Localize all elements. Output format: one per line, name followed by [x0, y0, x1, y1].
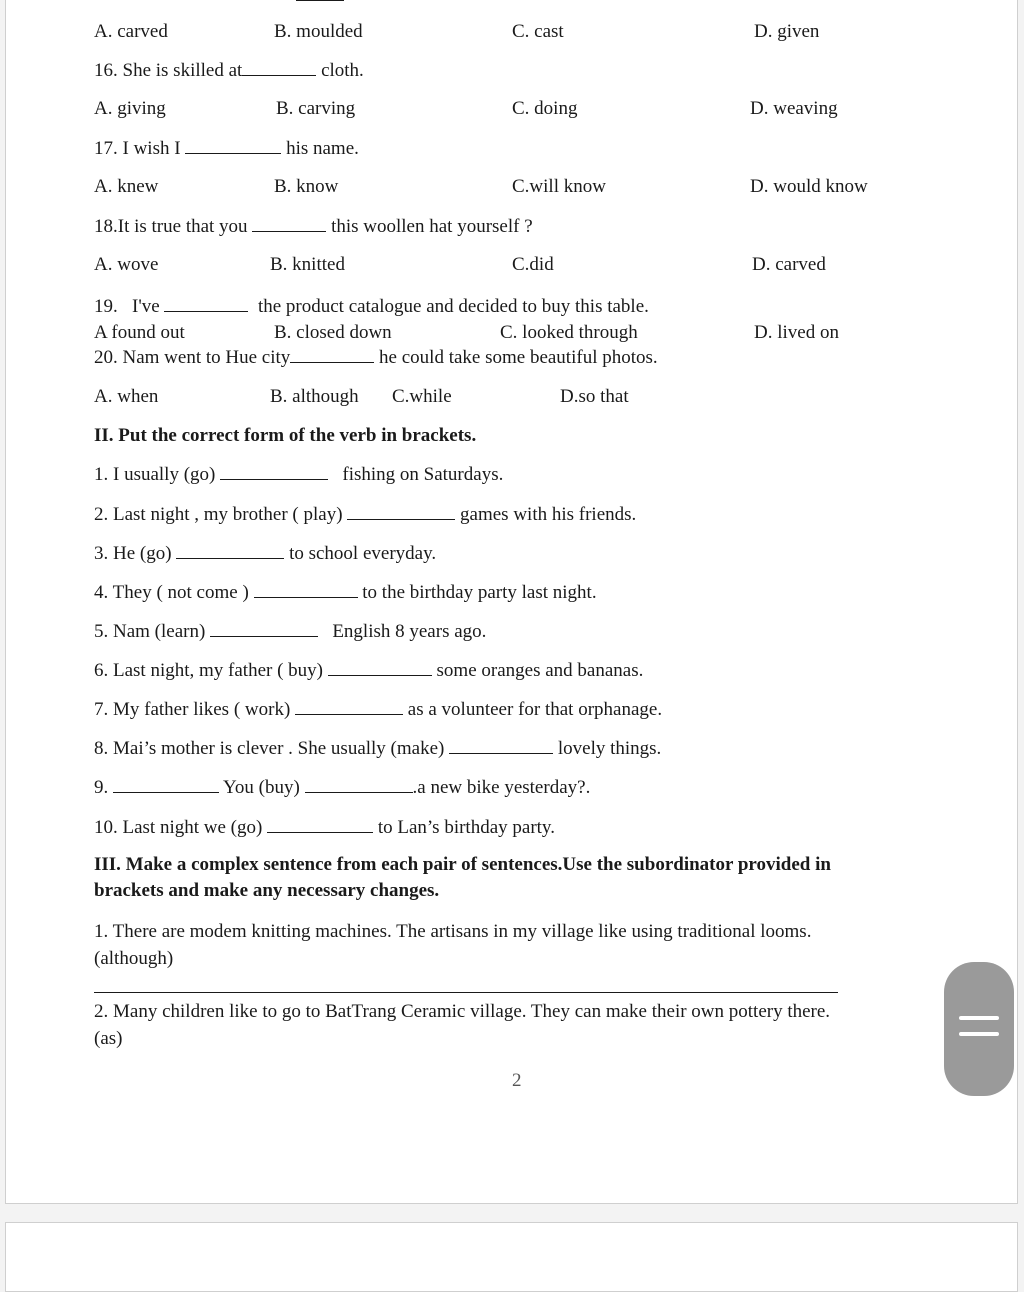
answer-blank — [242, 58, 316, 76]
item-text: 7. My father likes ( work) — [94, 699, 291, 720]
item-text: 5. Nam (learn) — [94, 621, 206, 642]
q15-option-a: A. carved — [94, 21, 168, 42]
answer-blank — [252, 214, 326, 232]
question-16 — [94, 58, 364, 83]
verb-item — [94, 462, 503, 487]
q15-option-c: C. cast — [512, 21, 564, 42]
question-text: cloth. — [321, 60, 364, 81]
item-text: 1. There are modem knitting machines. The artisans in my village like using traditional looms. — [94, 921, 812, 942]
item-text: 1. I usually (go) — [94, 464, 216, 485]
answer-blank — [164, 294, 248, 312]
item-text: .a new bike yesterday?. — [412, 777, 591, 798]
q16-option-d: D. weaving — [750, 98, 838, 119]
grip-icon — [959, 1016, 999, 1020]
verb-item — [94, 815, 555, 840]
q18-option-a: A. wove — [94, 254, 159, 275]
q16-option-c: C. doing — [512, 98, 578, 119]
sentence-item — [94, 918, 944, 972]
question-number: 19. — [94, 296, 118, 317]
item-text: fishing on Saturdays. — [342, 464, 504, 485]
q15-option-d: D. given — [754, 21, 820, 42]
item-text: You (buy) — [223, 777, 300, 798]
verb-item — [94, 658, 643, 683]
question-17 — [94, 136, 359, 161]
question-20 — [94, 345, 658, 370]
answer-blank — [176, 541, 284, 559]
item-text: games with his friends. — [460, 504, 637, 525]
q17-option-b: B. know — [274, 176, 339, 197]
answer-line — [94, 992, 838, 993]
answer-blank — [347, 502, 455, 520]
item-text: 10. Last night we (go) — [94, 817, 263, 838]
q15-option-b: B. moulded — [274, 21, 363, 42]
item-text: (as) — [94, 1028, 123, 1049]
item-text: as a volunteer for that orphanage. — [407, 699, 663, 720]
verb-item — [94, 775, 590, 800]
item-text: English 8 years ago. — [332, 621, 487, 642]
item-text: (although) — [94, 948, 174, 969]
question-text: 20. Nam went to Hue city — [94, 347, 291, 368]
answer-blank — [113, 775, 219, 793]
page-number: 2 — [512, 1070, 522, 1091]
section-heading — [94, 852, 831, 904]
item-text: 2. Many children like to go to BatTrang Ceramic village. They can make their own pottery there. — [94, 1001, 831, 1022]
q18-option-c: C.did — [512, 254, 554, 275]
question-text: 18.It is true that you — [94, 216, 248, 237]
item-text: to Lan’s birthday party. — [377, 817, 555, 838]
item-text: some oranges and bananas. — [436, 660, 644, 681]
verb-item — [94, 697, 662, 722]
q18-option-b: B. knitted — [270, 254, 345, 275]
item-text: to the birthday party last night. — [362, 582, 597, 603]
question-text: 17. I wish I — [94, 138, 181, 159]
section-heading: II. Put the correct form of the verb in brackets. — [94, 425, 477, 446]
item-text: to school everyday. — [289, 543, 437, 564]
answer-blank — [305, 775, 413, 793]
answer-blank — [290, 345, 374, 363]
question-text: 16. She is skilled at — [94, 60, 243, 81]
verb-item — [94, 619, 486, 644]
item-text: 2. Last night , my brother ( play) — [94, 504, 343, 525]
q17-option-d: D. would know — [750, 176, 868, 197]
answer-blank — [185, 136, 281, 154]
item-text: 3. He (go) — [94, 543, 172, 564]
answer-blank — [254, 580, 358, 598]
q16-option-b: B. carving — [276, 98, 356, 119]
answer-blank — [210, 619, 318, 637]
item-text: 9. — [94, 777, 109, 798]
heading-line: III. Make a complex sentence from each pair of sentences.Use the subordinator provided in — [94, 854, 831, 875]
question-18 — [94, 214, 533, 239]
answer-blank — [267, 815, 373, 833]
question-text: he could take some beautiful photos. — [379, 347, 658, 368]
q20-option-b: B. although — [270, 386, 359, 407]
question-text: his name. — [286, 138, 359, 159]
item-text: 8. Mai’s mother is clever . She usually (make) — [94, 738, 445, 759]
item-text: 4. They ( not come ) — [94, 582, 249, 603]
sentence-item — [94, 998, 944, 1052]
question-text: this woollen hat yourself ? — [331, 216, 533, 237]
grip-icon — [959, 1032, 999, 1036]
scroll-handle[interactable] — [944, 962, 1014, 1096]
question-text: I've — [132, 296, 160, 317]
heading-line: brackets and make any necessary changes. — [94, 880, 440, 901]
q20-option-a: A. when — [94, 386, 159, 407]
q19-option-c: C. looked through — [500, 322, 638, 343]
question-text: the product catalogue and decided to buy this table. — [257, 296, 649, 317]
q18-option-d: D. carved — [752, 254, 826, 275]
q17-option-c: C.will know — [512, 176, 606, 197]
answer-blank — [328, 658, 432, 676]
verb-item — [94, 736, 661, 761]
answer-blank — [220, 462, 328, 480]
answer-blank — [449, 736, 553, 754]
question-19 — [94, 294, 649, 319]
answer-blank — [296, 0, 344, 1]
verb-item — [94, 502, 636, 527]
next-page — [5, 1222, 1018, 1292]
q16-option-a: A. giving — [94, 98, 166, 119]
document-page — [5, 0, 1018, 1204]
item-text: 6. Last night, my father ( buy) — [94, 660, 324, 681]
q17-option-a: A. knew — [94, 176, 159, 197]
answer-blank — [295, 697, 403, 715]
verb-item — [94, 580, 597, 605]
verb-item — [94, 541, 436, 566]
q20-option-d: D.so that — [560, 386, 629, 407]
q19-option-d: D. lived on — [754, 322, 839, 343]
q19-option-a: A found out — [94, 322, 185, 343]
q19-option-b: B. closed down — [274, 322, 392, 343]
item-text: lovely things. — [557, 738, 662, 759]
q20-option-c: C.while — [392, 386, 452, 407]
